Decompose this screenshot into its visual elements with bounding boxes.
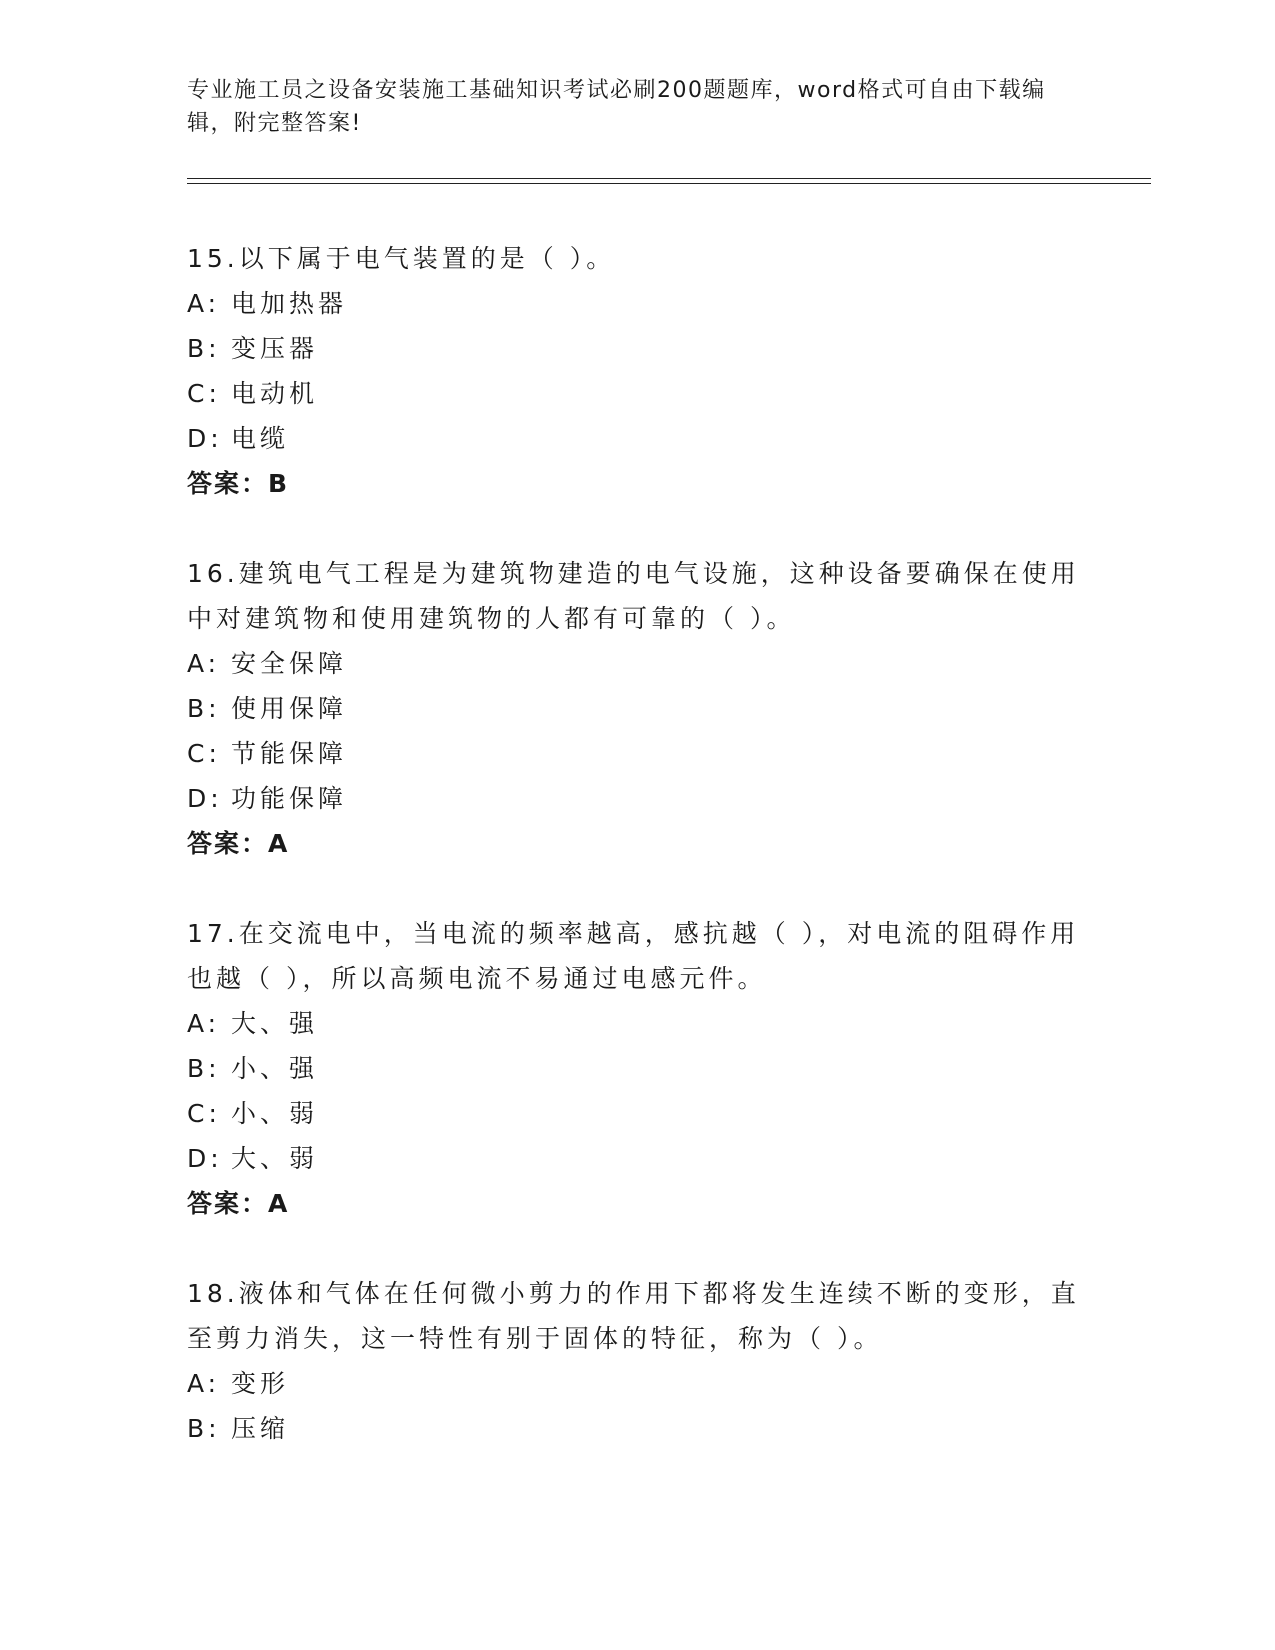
answer-line: 答案：A — [187, 829, 290, 858]
option-letter: C: — [187, 1099, 221, 1128]
option-letter: A: — [187, 1009, 221, 1038]
question-number: 17. — [187, 919, 239, 948]
question-17 — [187, 911, 1087, 1226]
option-letter: B: — [187, 1054, 221, 1083]
option-a — [187, 1001, 1087, 1046]
option-text: 变形 — [231, 1369, 290, 1398]
question-18 — [187, 1271, 1087, 1451]
question-15 — [187, 236, 1087, 506]
option-text: 安全保障 — [231, 649, 348, 678]
question-16 — [187, 551, 1087, 866]
question-text — [187, 236, 1087, 281]
option-d — [187, 416, 1087, 461]
option-text: 电缆 — [231, 424, 290, 453]
question-text — [187, 551, 1087, 641]
question-stem: 在交流电中，当电流的频率越高，感抗越（ ），对电流的阻碍作用也越（ ），所以高频电流不易通过电感元件。 — [187, 919, 1080, 993]
question-stem: 液体和气体在任何微小剪力的作用下都将发生连续不断的变形，直至剪力消失，这一特性有别于固体的特征，称为（ ）。 — [187, 1279, 1080, 1353]
header-rule-bottom — [187, 183, 1151, 184]
question-list — [187, 236, 1087, 1496]
option-letter: B: — [187, 334, 221, 363]
option-b — [187, 1406, 1087, 1451]
option-b — [187, 686, 1087, 731]
question-stem: 建筑电气工程是为建筑物建造的电气设施，这种设备要确保在使用中对建筑物和使用建筑物的人都有可靠的（ ）。 — [187, 559, 1080, 633]
option-d — [187, 1136, 1087, 1181]
option-c — [187, 371, 1087, 416]
option-d — [187, 776, 1087, 821]
option-letter: C: — [187, 379, 221, 408]
option-letter: A: — [187, 1369, 221, 1398]
option-text: 使用保障 — [231, 694, 348, 723]
option-b — [187, 1046, 1087, 1091]
question-number: 15. — [187, 244, 239, 273]
option-text: 压缩 — [231, 1414, 290, 1443]
answer-line: 答案：A — [187, 1189, 290, 1218]
option-text: 节能保障 — [231, 739, 348, 768]
option-letter: C: — [187, 739, 221, 768]
option-a — [187, 281, 1087, 326]
answer-line: 答案：B — [187, 469, 290, 498]
option-letter: A: — [187, 649, 221, 678]
option-text: 小、弱 — [231, 1099, 319, 1128]
option-text: 大、强 — [231, 1009, 319, 1038]
option-text: 小、强 — [231, 1054, 319, 1083]
option-text: 大、弱 — [231, 1144, 319, 1173]
header-rule-top — [187, 178, 1151, 179]
option-letter: B: — [187, 1414, 221, 1443]
question-number: 18. — [187, 1279, 239, 1308]
option-c — [187, 1091, 1087, 1136]
question-number: 16. — [187, 559, 239, 588]
option-text: 功能保障 — [231, 784, 348, 813]
option-text: 电动机 — [231, 379, 319, 408]
option-a — [187, 641, 1087, 686]
option-c — [187, 731, 1087, 776]
question-text — [187, 1271, 1087, 1361]
option-letter: B: — [187, 694, 221, 723]
option-text: 电加热器 — [231, 289, 348, 318]
option-letter: A: — [187, 289, 221, 318]
option-letter: D: — [187, 784, 223, 813]
document-header: 专业施工员之设备安装施工基础知识考试必刷200题题库，word格式可自由下载编辑，附完整答案! — [187, 78, 1046, 136]
option-text: 变压器 — [231, 334, 319, 363]
option-b — [187, 326, 1087, 371]
option-letter: D: — [187, 424, 223, 453]
option-letter: D: — [187, 1144, 223, 1173]
question-text — [187, 911, 1087, 1001]
question-stem: 以下属于电气装置的是（ ）。 — [238, 244, 616, 273]
option-a — [187, 1361, 1087, 1406]
